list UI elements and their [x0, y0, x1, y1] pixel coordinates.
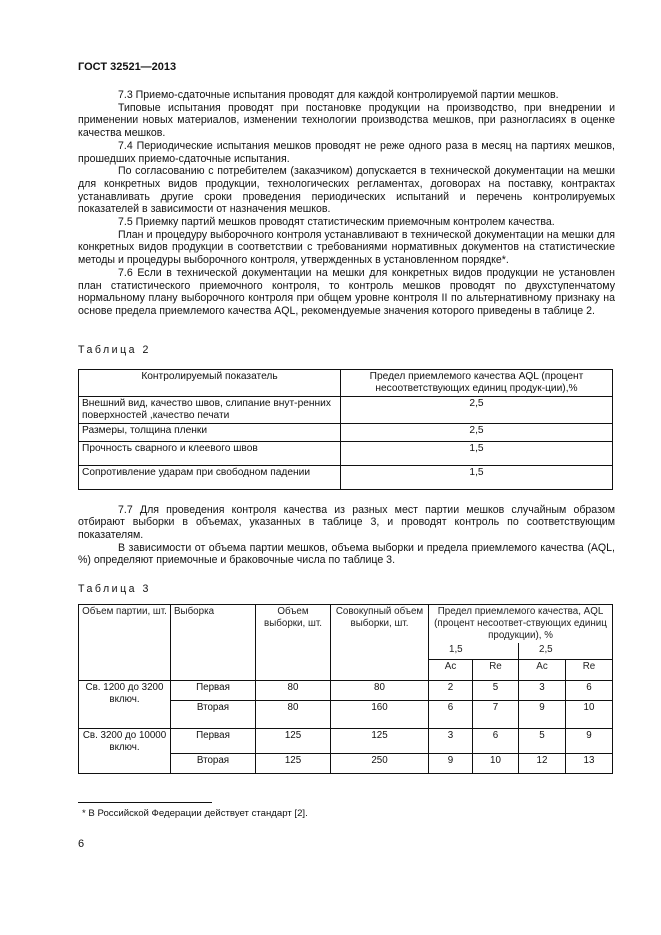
- table-header: Объем выборки, шт.: [256, 605, 331, 681]
- lot-size-cell: Св. 1200 до 3200 включ.: [79, 680, 171, 728]
- table-2: [78, 369, 613, 490]
- aql-header: 2,5: [519, 643, 613, 659]
- table-cell: 80: [256, 680, 331, 700]
- table-row: [79, 423, 613, 441]
- table-cell: 125: [331, 728, 429, 753]
- sub-header: Ac: [429, 659, 473, 680]
- table-cell: 13: [566, 753, 613, 773]
- footnote: * В Российской Федерации действует стандарт [2].: [82, 807, 308, 819]
- table-cell: Вторая: [171, 700, 256, 728]
- table-header: Предел приемлемого качества, AQL (процент несоответ-ствующих единиц продукции), %: [429, 605, 613, 644]
- table-cell: 9: [566, 728, 613, 753]
- document-header: ГОСТ 32521—2013: [78, 61, 177, 73]
- table-cell: Сопротивление ударам при свободном падении: [79, 465, 341, 489]
- paragraph: План и процедуру выборочного контроля устанавливают в технической документации на мешки для конкретных видов продукции в соответствии с требованиями нормативных документов на статистические методы и процедуры выборочного контроля, утвержденных в установленном порядке*.: [78, 228, 615, 267]
- table-cell: 10: [473, 753, 519, 773]
- document-page: [78, 0, 615, 871]
- table-header: Предел приемлемого качества AQL (процент несоответствующих единиц продук-ции),%: [341, 369, 613, 396]
- table-cell: 1,5: [341, 465, 613, 489]
- table-3: [78, 604, 613, 774]
- sub-header: Re: [473, 659, 519, 680]
- body-text-section-7: [78, 89, 615, 318]
- table-row: [79, 441, 613, 465]
- table-cell: 7: [473, 700, 519, 728]
- table-cell: 160: [331, 700, 429, 728]
- table-cell: 5: [473, 680, 519, 700]
- paragraph: По согласованию с потребителем (заказчиком) допускается в технической документации на мешки для конкретных видов продукции, технологических регламентах, договорах на поставку, контрактах устанавливать другие сроки проведения периодических испытаний и перечень контролируемых показателей в зависимости от назначения мешков.: [78, 165, 615, 216]
- table-cell: 80: [256, 700, 331, 728]
- table-cell: 2,5: [341, 423, 613, 441]
- table-cell: 125: [256, 728, 331, 753]
- table-header: Совокупный объем выборки, шт.: [331, 605, 429, 681]
- table-cell: Первая: [171, 728, 256, 753]
- table-cell: 3: [429, 728, 473, 753]
- table-row: [79, 680, 613, 700]
- body-text-7-7: [78, 504, 615, 568]
- paragraph: 7.7 Для проведения контроля качества из разных мест партии мешков случайным образом отбирают выборки в объемах, указанных в таблице 3, и проводят контроль по соответствующим показателям.: [78, 503, 615, 542]
- table-cell: 6: [473, 728, 519, 753]
- footnote-divider: [78, 802, 212, 803]
- table-cell: 125: [256, 753, 331, 773]
- aql-header: 1,5: [429, 643, 519, 659]
- table-cell: Первая: [171, 680, 256, 700]
- table-cell: 10: [566, 700, 613, 728]
- table-cell: 5: [519, 728, 566, 753]
- table-cell: 3: [519, 680, 566, 700]
- table-cell: 2,5: [341, 396, 613, 423]
- table-cell: 1,5: [341, 441, 613, 465]
- paragraph: В зависимости от объема партии мешков, объема выборки и предела приемлемого качества (AQL, %) определяют приемочные и браковочные числа по таблице 3.: [78, 541, 615, 567]
- table-header: Объем партии, шт.: [79, 605, 171, 681]
- table-cell: 250: [331, 753, 429, 773]
- sub-header: Ac: [519, 659, 566, 680]
- table-row: [79, 465, 613, 489]
- page-number: 6: [78, 837, 85, 850]
- table-3-caption: Таблица 3: [78, 583, 151, 596]
- table-cell: Вторая: [171, 753, 256, 773]
- table-cell: Прочность сварного и клеевого швов: [79, 441, 341, 465]
- table-cell: 6: [429, 700, 473, 728]
- paragraph: 7.3 Приемо-сдаточные испытания проводят для каждой контролируемой партии мешков.: [118, 89, 559, 101]
- table-cell: 9: [429, 753, 473, 773]
- paragraph: 7.6 Если в технической документации на мешки для конкретных видов продукции не установлен план статистического приемочного контроля, то контроль мешков проводят по двухступенчатому нормальному плану выборочного контроля при общем уровне контроля II по альтернативному признаку на основе предела приемлемого качества AQL, рекомендуемые значения которого приведены в таблице 2.: [78, 266, 615, 317]
- table-cell: Внешний вид, качество швов, слипание внут-ренних поверхностей ,качество печати: [79, 396, 341, 423]
- table-cell: 80: [331, 680, 429, 700]
- table-cell: 2: [429, 680, 473, 700]
- table-row: [79, 396, 613, 423]
- lot-size-cell: Св. 3200 до 10000 включ.: [79, 728, 171, 773]
- table-2-caption: Таблица 2: [78, 343, 151, 356]
- table-cell: 6: [566, 680, 613, 700]
- table-header: Контролируемый показатель: [79, 369, 341, 396]
- paragraph: Типовые испытания проводят при постановке продукции на производство, при внедрении и применении новых материалов, изменении технологии производства мешков, при разногласиях в оценке качества мешков.: [78, 101, 615, 140]
- table-cell: 12: [519, 753, 566, 773]
- table-cell: Размеры, толщина пленки: [79, 423, 341, 441]
- table-header: Выборка: [171, 605, 256, 681]
- table-row: [79, 728, 613, 753]
- sub-header: Re: [566, 659, 613, 680]
- table-cell: 9: [519, 700, 566, 728]
- paragraph: 7.4 Периодические испытания мешков проводят не реже одного раза в месяц на партиях мешков, прошедших приемо-сдаточные испытания.: [78, 139, 615, 165]
- paragraph: 7.5 Приемку партий мешков проводят статистическим приемочным контролем качества.: [118, 216, 555, 229]
